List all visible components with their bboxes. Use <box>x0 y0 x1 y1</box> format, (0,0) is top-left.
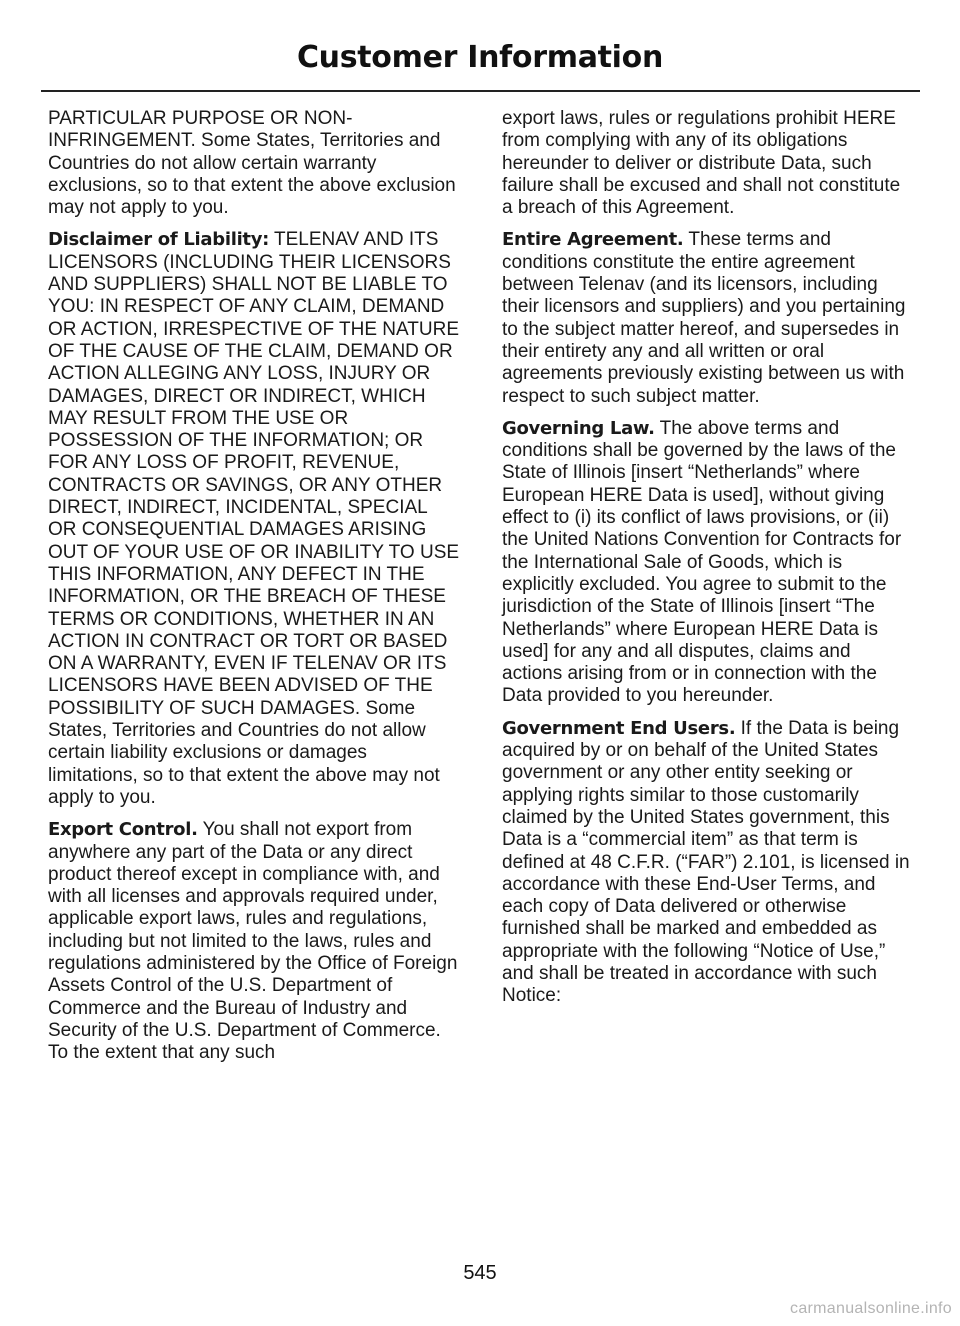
paragraph-body: The above terms and conditions shall be governed by the laws of the State of Illinois [insert “Netherlands” where European HERE Data is used], without giving effect to (i) its conflict of laws provisions, or (ii) the United Nations Convention for Contracts for the International Sale of Goods, which is explicitly excluded. You agree to submit to the jurisdiction of the State of Illinois [insert “The Netherlands” where European HERE Data is used] for any and all disputes, claims and actions arising from or in connection with the Data provided to you hereunder. <box>502 417 902 707</box>
section-heading-entire-agreement: Entire Agreement. <box>502 229 684 251</box>
paragraph-entire-agreement <box>502 229 914 407</box>
paragraph-body: You shall not export from anywhere any part of the Data or any direct product thereof except in compliance with, and with all licenses and approvals required under, applicable export laws, rules and regulations, including but not limited to the laws, rules and regulations administered by the Office of Foreign Assets Control of the U.S. Department of Commerce and the Bureau of Industry and Security of the U.S. Department of Commerce. To the extent that any such <box>48 819 458 1064</box>
right-column <box>502 108 914 1018</box>
section-heading-government-end-users: Government End Users. <box>502 717 736 739</box>
left-column <box>48 108 460 1074</box>
paragraph-disclaimer-of-liability <box>48 229 460 809</box>
paragraph-export-continued: export laws, rules or regulations prohibit HERE from complying with any of its obligations hereunder to deliver or distribute Data, such failure shall be excused and shall not constitute a breach of this Agreement. <box>502 108 901 219</box>
paragraph-body: TELENAV AND ITS LICENSORS (INCLUDING THEIR LICENSORS AND SUPPLIERS) SHALL NOT BE LIABLE TO YOU: IN RESPECT OF ANY CLAIM, DEMAND OR ACTION, IRRESPECTIVE OF THE NATURE OF THE CAUSE OF THE CLAIM, DEMAND OR ACTION ALLEGING ANY LOSS, INJURY OR DAMAGES, DIRECT OR INDIRECT, WHICH MAY RESULT FROM THE USE OR POSSESSION OF THE INFORMATION; OR FOR ANY LOSS OF PROFIT, REVENUE, CONTRACTS OR SAVINGS, OR ANY OTHER DIRECT, INDIRECT, INCIDENTAL, SPECIAL OR CONSEQUENTIAL DAMAGES ARISING OUT OF YOUR USE OF OR INABILITY TO USE THIS INFORMATION, ANY DEFECT IN THE INFORMATION, OR THE BREACH OF THESE TERMS OR CONDITIONS, WHETHER IN AN ACTION IN CONTRACT OR TORT OR BASED ON A WARRANTY, EVEN IF TELENAV OR ITS LICENSORS HAVE BEEN ADVISED OF THE POSSIBILITY OF SUCH DAMAGES. Some States, Territories and Countries do not allow certain liability exclusions or damages limitations, so to that extent the above may not apply to you. <box>48 229 460 808</box>
section-heading-disclaimer: Disclaimer of Liability: <box>48 229 270 251</box>
paragraph-body: These terms and conditions constitute the entire agreement between Telenav (and its licensors, including their licensors and suppliers) and you pertaining to the subject matter hereof, and supersedes in their entirety any and all written or oral agreements previously existing between us with respect to such subject matter. <box>502 229 906 407</box>
paragraph-government-end-users <box>502 718 914 1008</box>
paragraph-warranty-exclusion: PARTICULAR PURPOSE OR NON-INFRINGEMENT. Some States, Territories and Countries do not allow certain warranty exclusions, so to that extent the above exclusion may not apply to you. <box>48 108 456 219</box>
paragraph-export-control <box>48 819 460 1064</box>
section-heading-governing-law: Governing Law. <box>502 417 655 439</box>
page-title: Customer Information <box>296 40 664 75</box>
paragraph-governing-law <box>502 418 914 708</box>
page-number: 545 <box>463 1262 497 1284</box>
paragraph-body: If the Data is being acquired by or on behalf of the United States government or any other entity seeking or applying rights similar to those customarily claimed by the United States government, this Data is a “commercial item” as that term is defined at 48 C.F.R. (“FAR”) 2.101, is licensed in accordance with these End-User Terms, and each copy of Data delivered or otherwise furnished shall be marked and embedded as appropriate with the following “Notice of Use,” and shall be treated in accordance with such Notice: <box>502 717 910 1007</box>
section-heading-export-control: Export Control. <box>48 819 198 841</box>
header-divider <box>41 90 920 92</box>
watermark: carmanualsonline.info <box>790 1300 952 1317</box>
